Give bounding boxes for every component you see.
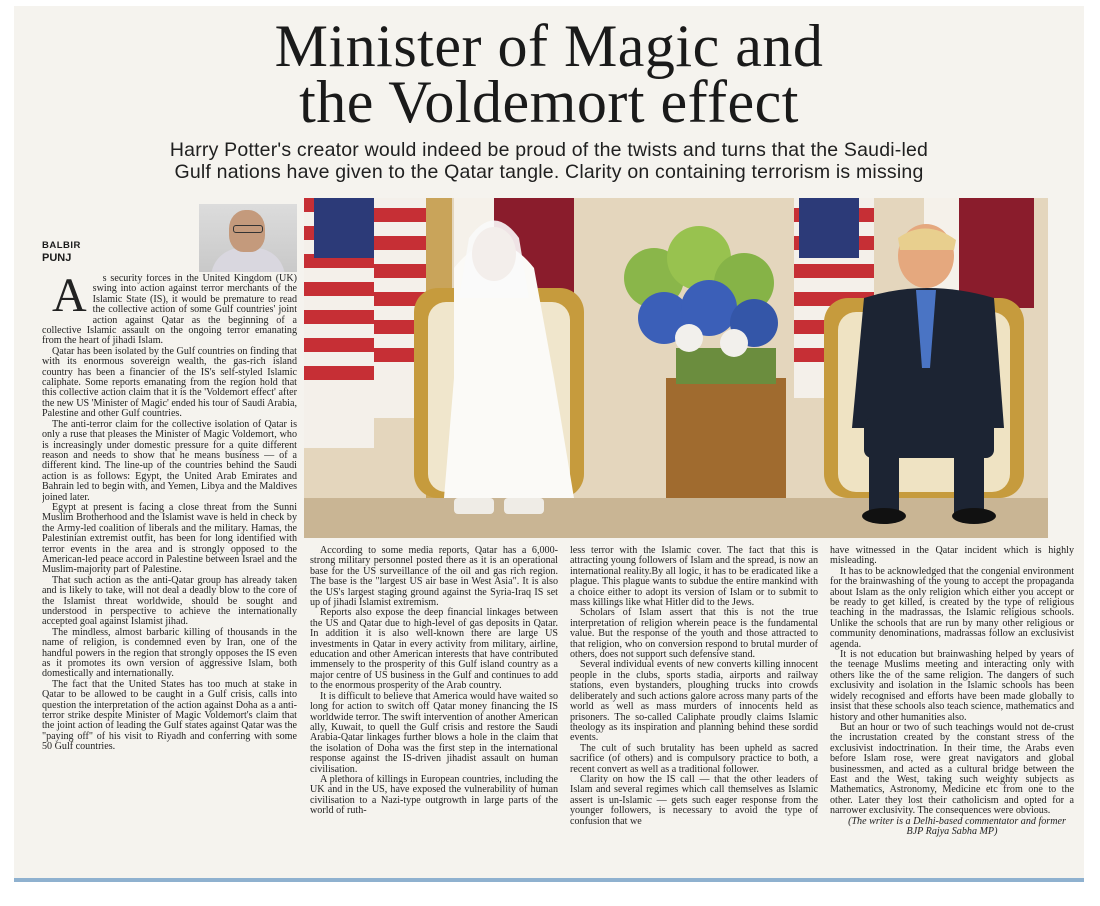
author-signoff: (The writer is a Delhi-based commentator and former BJP Rajya Sabha MP)	[848, 815, 1066, 837]
article-column-3	[570, 546, 818, 880]
paragraph: But an hour or two of such teachings would not de-crust the incrustation created by the constant stress of the exclusivist indoctrination. In their time, the Arabs even before Islam rose, were great navigators and global businessmen, and acted as a cultural bridge between the East and the West, taking such weighty subjects as Mathematics, Astronomy, Medicine etc from one to the other. Later they lost their catholicism and opted for a narrower exclusivity. The consequences were obvious.	[830, 721, 1074, 817]
paragraph: The anti-terror claim for the collective isolation of Qatar is only a ruse that pleases the Minister of Magic Voldemort, who is increasingly under domestic pressure for a quite different reason and needs to show that he means business — of a different kind. The line-up of the countries behind the Saudi action is as follows: Egypt, the United Arab Emirates and Bahrain led to begin with, and Yemen, Libya and the Maldives joined later.	[42, 418, 297, 503]
standfirst	[26, 139, 1072, 183]
paragraph	[42, 274, 297, 347]
paragraph: It has to be acknowledged that the congenial environment for the brainwashing of the young to accept the propaganda about Islam as the only religion which either you accept or be ready to get killed, is created by the type of religious teaching in the madrassas, the Islamic religious schools. Unlike the schools that are run by many other religious or community denominations, madrassas follow an exclusivist agenda.	[830, 565, 1074, 650]
paragraph: Reports also expose the deep financial linkages between the US and Qatar due to high-level of gas deposits in Qatar. In addition it is also well-known there are large US investments in Qatar in every activity from military, airline, education and other American interests that have contributed immensely to the prosperity of this Gulf island country as a major centre of US business in the Gulf and continues to add to the enormous prosperity of the Arab country.	[310, 607, 558, 692]
us-flag-left	[304, 198, 374, 448]
paragraph: The cult of such brutality has been upheld as sacred sacrifice (of others) and is compulsory practice to both, a recent convert as well as a traditional follower.	[570, 742, 818, 775]
paragraph: less terror with the Islamic cover. The fact that this is attracting young followers of Islam and the spread, is now an international reality.By all logic, it has to be eradicated like a plague. This plague wants to subdue the entire mankind with a choice either to adopt its version of Islam or to submit to mass killings like what Hitler did to the Jews.	[570, 546, 818, 609]
bottom-rule	[14, 878, 1084, 882]
headline-line-2: the Voldemort effect	[299, 69, 799, 135]
paragraph: have witnessed in the Qatar incident which is highly misleading.	[830, 546, 1074, 567]
paragraph: It is not education but brainwashing helped by years of the teenage Muslims meeting and interacting only with others like the of the same religion. The dangers of such exclusivity and isolation in the Islamic schools has been widely recognised and efforts have been made globally to insist that these schools also teach science, mathematics and history and other humanities also.	[830, 649, 1074, 723]
carpet	[304, 498, 1048, 538]
article-column-4	[830, 546, 1074, 880]
newspaper-page	[14, 6, 1084, 882]
author-photo	[199, 204, 297, 272]
paragraph: Scholars of Islam assert that this is not the true interpretation of religion wherein peace is the fundamental value. But the response of the youth and those attracted to that religion, who on conversion respond to brutal murder of others, does not support such defensive stand.	[570, 607, 818, 661]
byline	[34, 204, 299, 274]
paragraph: The fact that the United States has too much at stake in Qatar to be allowed to be caught in a Gulf crisis, calls into question the interpretation of the action against Doha as a anti-terror strike despite Minister of Magic Voldemort's claim that the joint action of leading the Gulf states against Qatar was the "paying off" of his visit to Riyadh and conferring with some 50 Gulf countries.	[42, 678, 297, 753]
author-first-name: BALBIR	[42, 240, 81, 251]
standfirst-line-2: Gulf nations have given to the Qatar tangle. Clarity on containing terrorism is missing	[174, 161, 924, 183]
paragraph: Qatar has been isolated by the Gulf countries on finding that with its enormous sovereign wealth, the gas-rich island country has been a financier of the IS's self-styled Islamic caliphate. Some reports emanating from the region hold that this collective action claim that it is the 'Voldemort effect' after the new US 'Minister of Magic' ended his tour of Saudi Arabia, Palestine and other Gulf countries.	[42, 345, 297, 420]
paragraph: Several individual events of new converts killing innocent people in the clubs, sports stadia, airports and railway stations, even bystanders, ploughing trucks into crowds deliberately and such actions galore across many parts of the world as well as mass murders of innocents held as prisoners. The so-called Caliphate proudly claims Islamic theology as its inspiration and planning behind these sordid events.	[570, 659, 818, 744]
paragraph: Egypt at present is facing a close threat from the Sunni Muslim Brotherhood and the Islamist wave is held in check by the Army-led coalition of liberals and the military. Hamas, the Palestinian extremist outfit, has been for long identified with terror events in the area and is strongly opposed to the American-led peace accord in Palestine between Israel and the Muslim-majority part of Palestine.	[42, 501, 297, 576]
paragraph: That such action as the anti-Qatar group has already taken and is likely to take, will not deal a deadly blow to the core of the Islamist threat worldwide, should be sought and understood in perspective to achieve the internationally accepted goal against Islamist jihad.	[42, 574, 297, 628]
standfirst-line-1: Harry Potter's creator would indeed be proud of the twists and turns that the Saudi-led	[169, 139, 929, 161]
paragraph: It is difficult to believe that America would have waited so long for action to switch off Qatar money financing the IS worldwide terror. The swift intervention of another American ally, Kuwait, to quell the Gulf crisis and restore the Saudi Arabia-Qatar linkages further blows a hole in the claim that the isolation of Doha was the first step in the international response against the IS-driven jihadist assault on human civilisation.	[310, 690, 558, 775]
article-column-1	[42, 274, 297, 878]
headline	[14, 13, 1084, 135]
paragraph: A plethora of killings in European countries, including the UK and in the US, have exposed the vulnerability of human civilisation to a Nazi-type outgrowth in large parts of the world of ruth-	[310, 773, 558, 817]
author-last-name: PUNJ	[42, 252, 72, 264]
article-column-2	[310, 546, 558, 880]
drop-cap: A	[52, 274, 87, 322]
paragraph: The mindless, almost barbaric killing of thousands in the name of religion, is condemned even by Iran, one of the handful powers in the region that strongly opposes the IS even as it promotes its own version of aggressive Islam, both domestically and internationally.	[42, 626, 297, 680]
paragraph: According to some media reports, Qatar has a 6,000-strong military personnel posted there as it is an operational base for the US surveillance of the oil and gas rich region. The base is the "largest US air base in West Asia". It is also the US's largest staging ground against the Syria-Iraq IS set up of jihadi Islamist extremism.	[310, 546, 558, 609]
news-photo	[304, 198, 1048, 538]
photo-illustration	[304, 198, 1048, 538]
author-spectacles	[233, 225, 263, 233]
headline-line-1: Minister of Magic and	[274, 13, 824, 79]
paragraph-text: s security forces in the United Kingdom (UK) swing into action against terror merchants of the Islamic State (IS), it would be premature to read the collective action of some Gulf countries' joint action against Qatar as the beginning of a collective Islamic assault on the ongoing terror emanating from the heart of jihadi Islam.	[42, 274, 297, 347]
paragraph: Clarity on how the IS call — that the other leaders of Islam and several regimes which call themselves as Islamic assert is un-Islamic — gets such eager response from the younger followers, is necessary to avoid the type of confusion that we	[570, 773, 818, 827]
